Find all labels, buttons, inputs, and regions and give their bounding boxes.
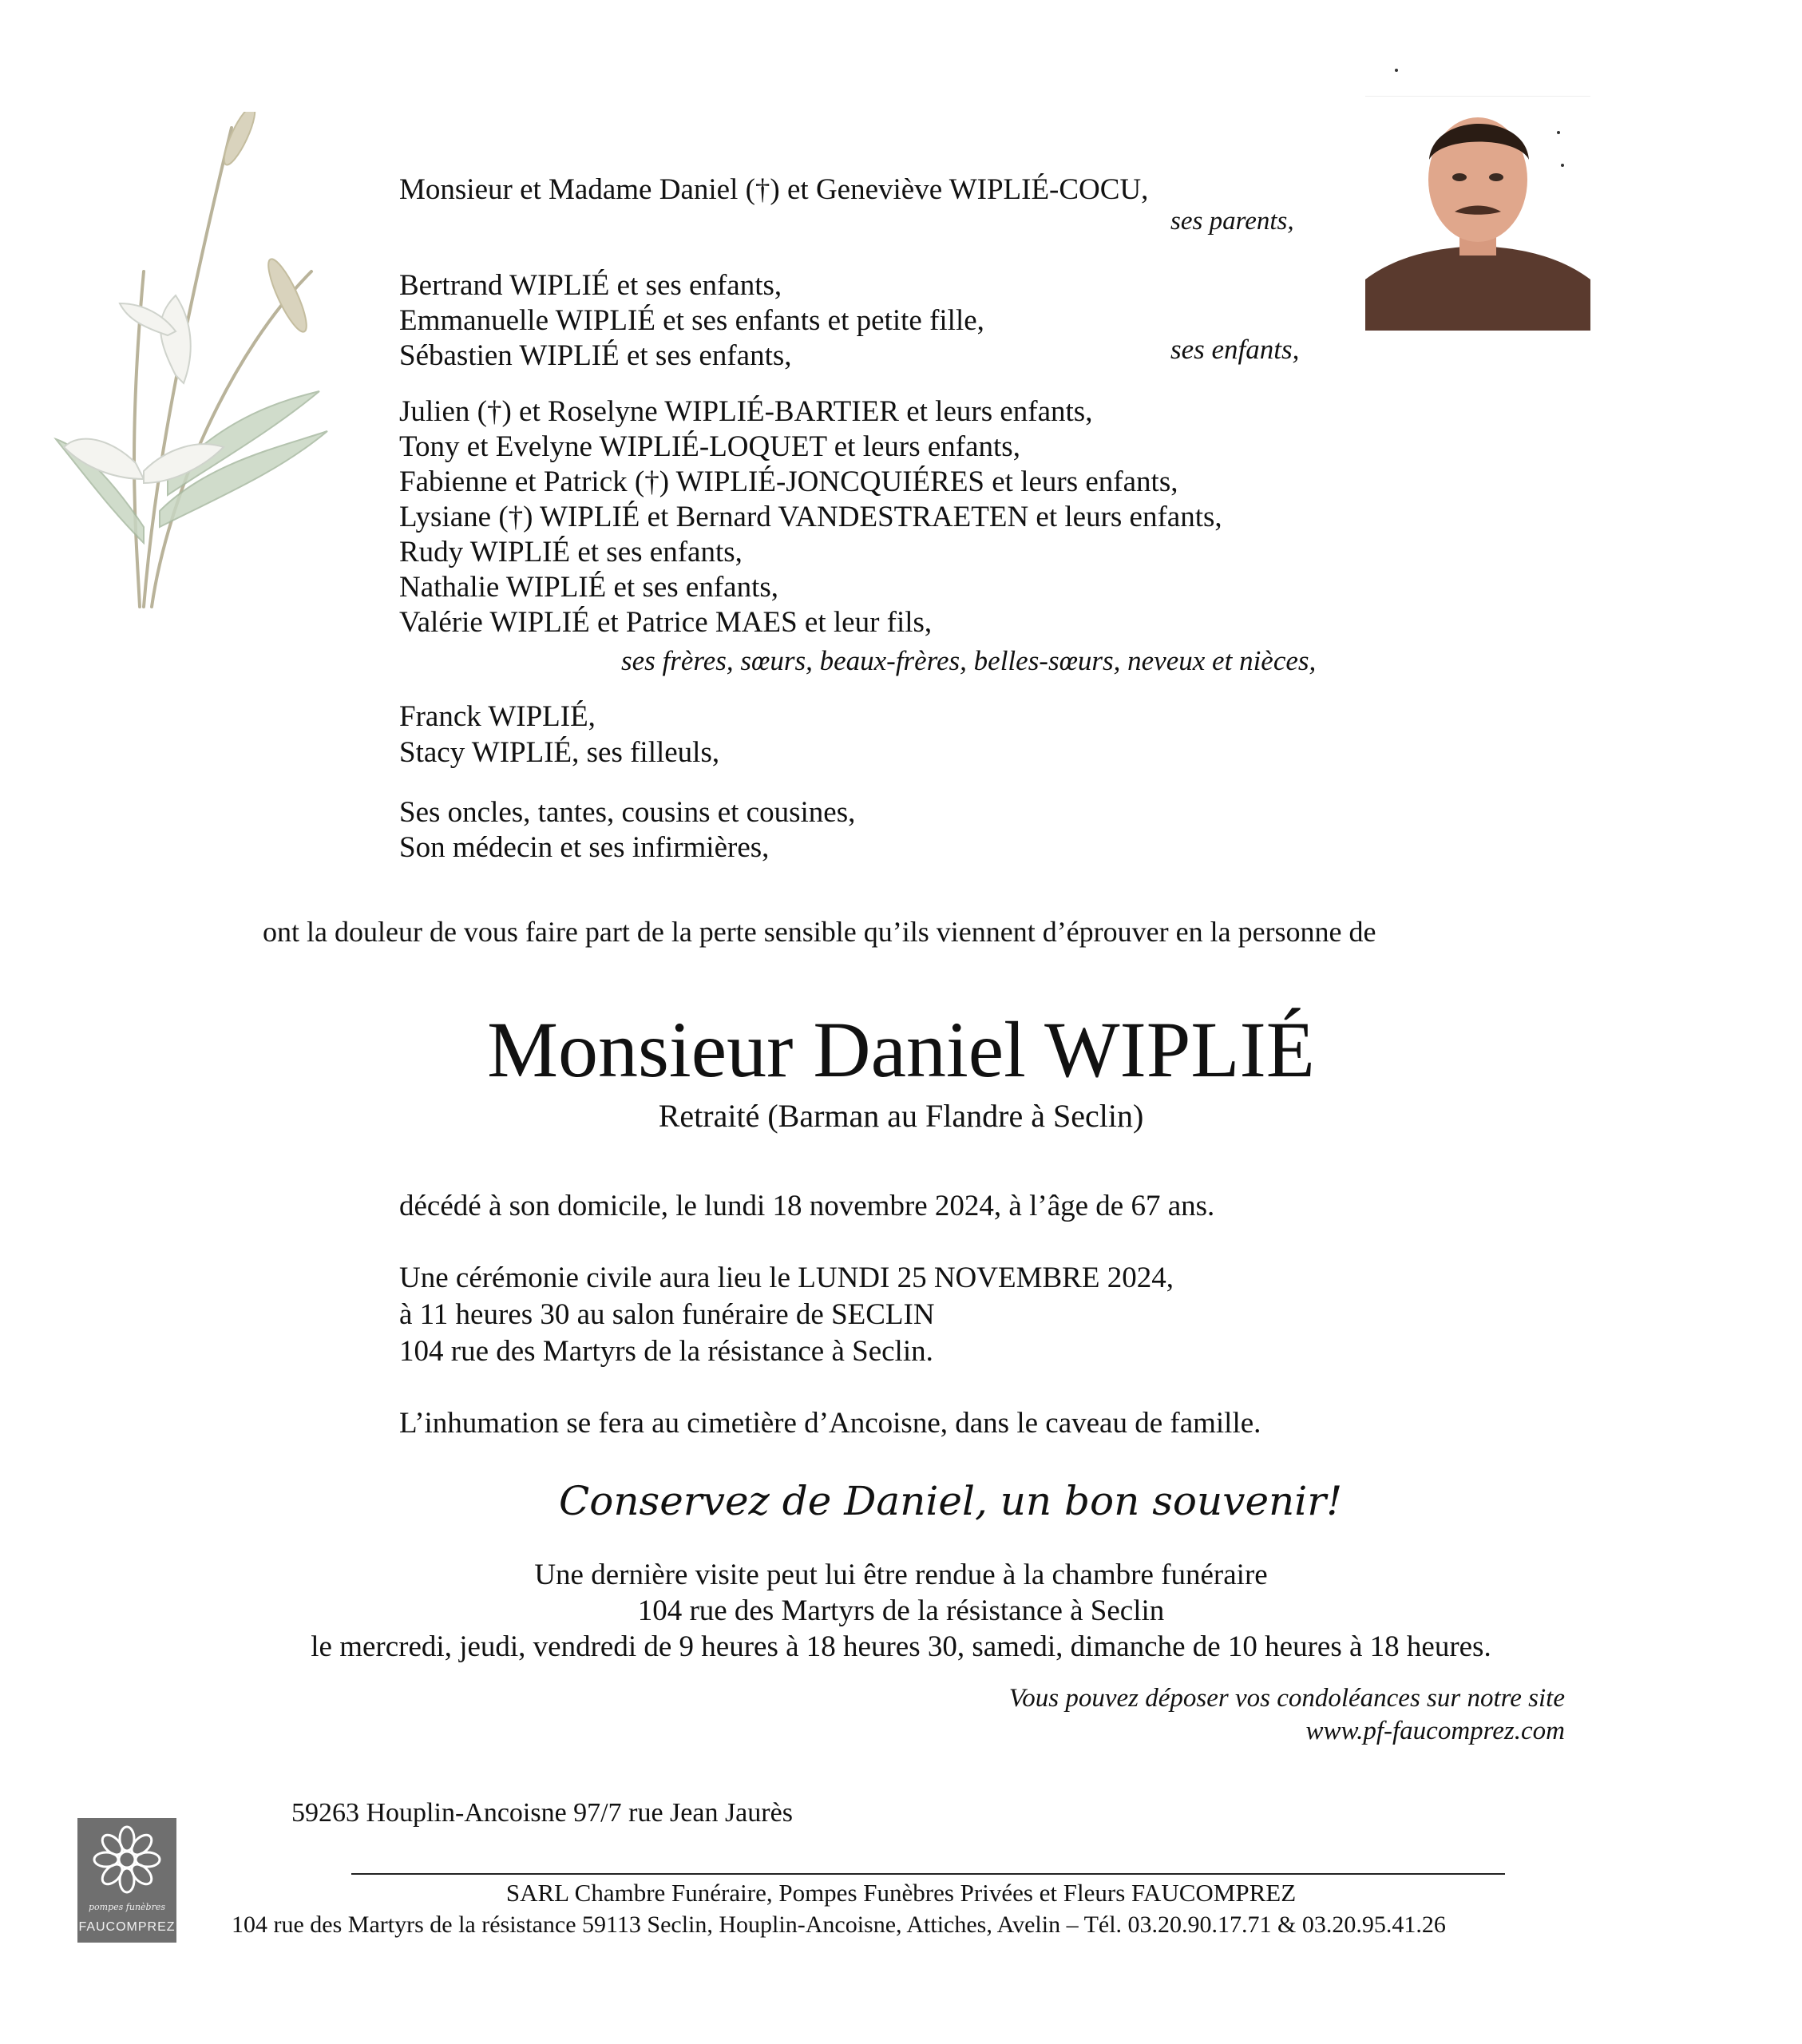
- parents-line: Monsieur et Madame Daniel (†) et Geneviève WIPLIÉ-COCU,: [399, 173, 1149, 206]
- family-address: 59263 Houplin-Ancoisne 97/7 rue Jean Jaurès: [291, 1798, 793, 1828]
- child-line: Sébastien WIPLIÉ et ses enfants,: [399, 339, 792, 372]
- child-line: Bertrand WIPLIÉ et ses enfants,: [399, 269, 782, 302]
- sibling-line: Nathalie WIPLIÉ et ses enfants,: [399, 571, 779, 604]
- logo-name: FAUCOMPREZ: [78, 1920, 176, 1934]
- visit-line: le mercredi, jeudi, vendredi de 9 heures à 18 heures 30, samedi, dimanche de 10 heures à 18 heures.: [311, 1630, 1491, 1663]
- child-line: Emmanuelle WIPLIÉ et ses enfants et petite fille,: [399, 304, 984, 337]
- footer-address: 104 rue des Martyrs de la résistance 59113 Seclin, Houplin-Ancoisne, Attiches, Avelin – Tél. 03.20.90.17.71 & 03.20.95.41.26: [232, 1911, 1446, 1938]
- sibling-line: Lysiane (†) WIPLIÉ et Bernard VANDESTRAETEN et leurs enfants,: [399, 501, 1222, 533]
- sibling-line: Tony et Evelyne WIPLIÉ-LOQUET et leurs enfants,: [399, 430, 1020, 463]
- speck: [1395, 69, 1398, 72]
- sibling-line: Rudy WIPLIÉ et ses enfants,: [399, 536, 743, 568]
- children-role: ses enfants,: [1170, 334, 1300, 365]
- speck: [1557, 131, 1560, 134]
- sibling-line: Fabienne et Patrick (†) WIPLIÉ-JONCQUIÉRES et leurs enfants,: [399, 465, 1178, 498]
- relatives-line: Ses oncles, tantes, cousins et cousines,: [399, 796, 856, 829]
- condolences-website-link[interactable]: www.pf-faucomprez.com: [1305, 1717, 1565, 1745]
- ceremony-line: 104 rue des Martyrs de la résistance à Seclin.: [399, 1335, 933, 1368]
- parents-role: ses parents,: [1170, 207, 1294, 236]
- lily-wheat-illustration: [48, 112, 335, 623]
- visit-line: 104 rue des Martyrs de la résistance à Seclin: [637, 1594, 1165, 1627]
- burial-line: L’inhumation se fera au cimetière d’Ancoisne, dans le caveau de famille.: [399, 1407, 1261, 1440]
- speck: [1561, 164, 1564, 167]
- ceremony-line: à 11 heures 30 au salon funéraire de SECLIN: [399, 1298, 935, 1331]
- motto: Conservez de Daniel, un bon souvenir!: [559, 1478, 1343, 1524]
- relatives-line: Son médecin et ses infirmières,: [399, 831, 770, 864]
- sibling-line: Julien (†) et Roselyne WIPLIÉ-BARTIER et leurs enfants,: [399, 395, 1093, 428]
- logo-subtitle: pompes funèbres: [89, 1902, 165, 1912]
- deceased-occupation: Retraité (Barman au Flandre à Seclin): [658, 1098, 1144, 1134]
- condolences-text: Vous pouvez déposer vos condoléances sur notre site: [1008, 1684, 1565, 1713]
- siblings-role: ses frères, sœurs, beaux-frères, belles-sœurs, neveux et nièces,: [621, 645, 1317, 676]
- deceased-name: Monsieur Daniel WIPLIÉ: [487, 1005, 1315, 1094]
- footer-company: SARL Chambre Funéraire, Pompes Funèbres Privées et Fleurs FAUCOMPREZ: [505, 1879, 1297, 1907]
- godchild-line: Franck WIPLIÉ,: [399, 700, 596, 733]
- godchild-line: Stacy WIPLIÉ, ses filleuls,: [399, 736, 720, 769]
- announcement: ont la douleur de vous faire part de la perte sensible qu’ils viennent d’éprouver en la personne de: [263, 916, 1376, 948]
- sibling-line: Valérie WIPLIÉ et Patrice MAES et leur fils,: [399, 606, 933, 639]
- visit-line: Une dernière visite peut lui être rendue à la chambre funéraire: [534, 1559, 1268, 1591]
- ceremony-line: Une cérémonie civile aura lieu le LUNDI 25 NOVEMBRE 2024,: [399, 1262, 1174, 1294]
- death-notice: décédé à son domicile, le lundi 18 novembre 2024, à l’âge de 67 ans.: [399, 1190, 1215, 1222]
- footer-divider: [351, 1873, 1505, 1875]
